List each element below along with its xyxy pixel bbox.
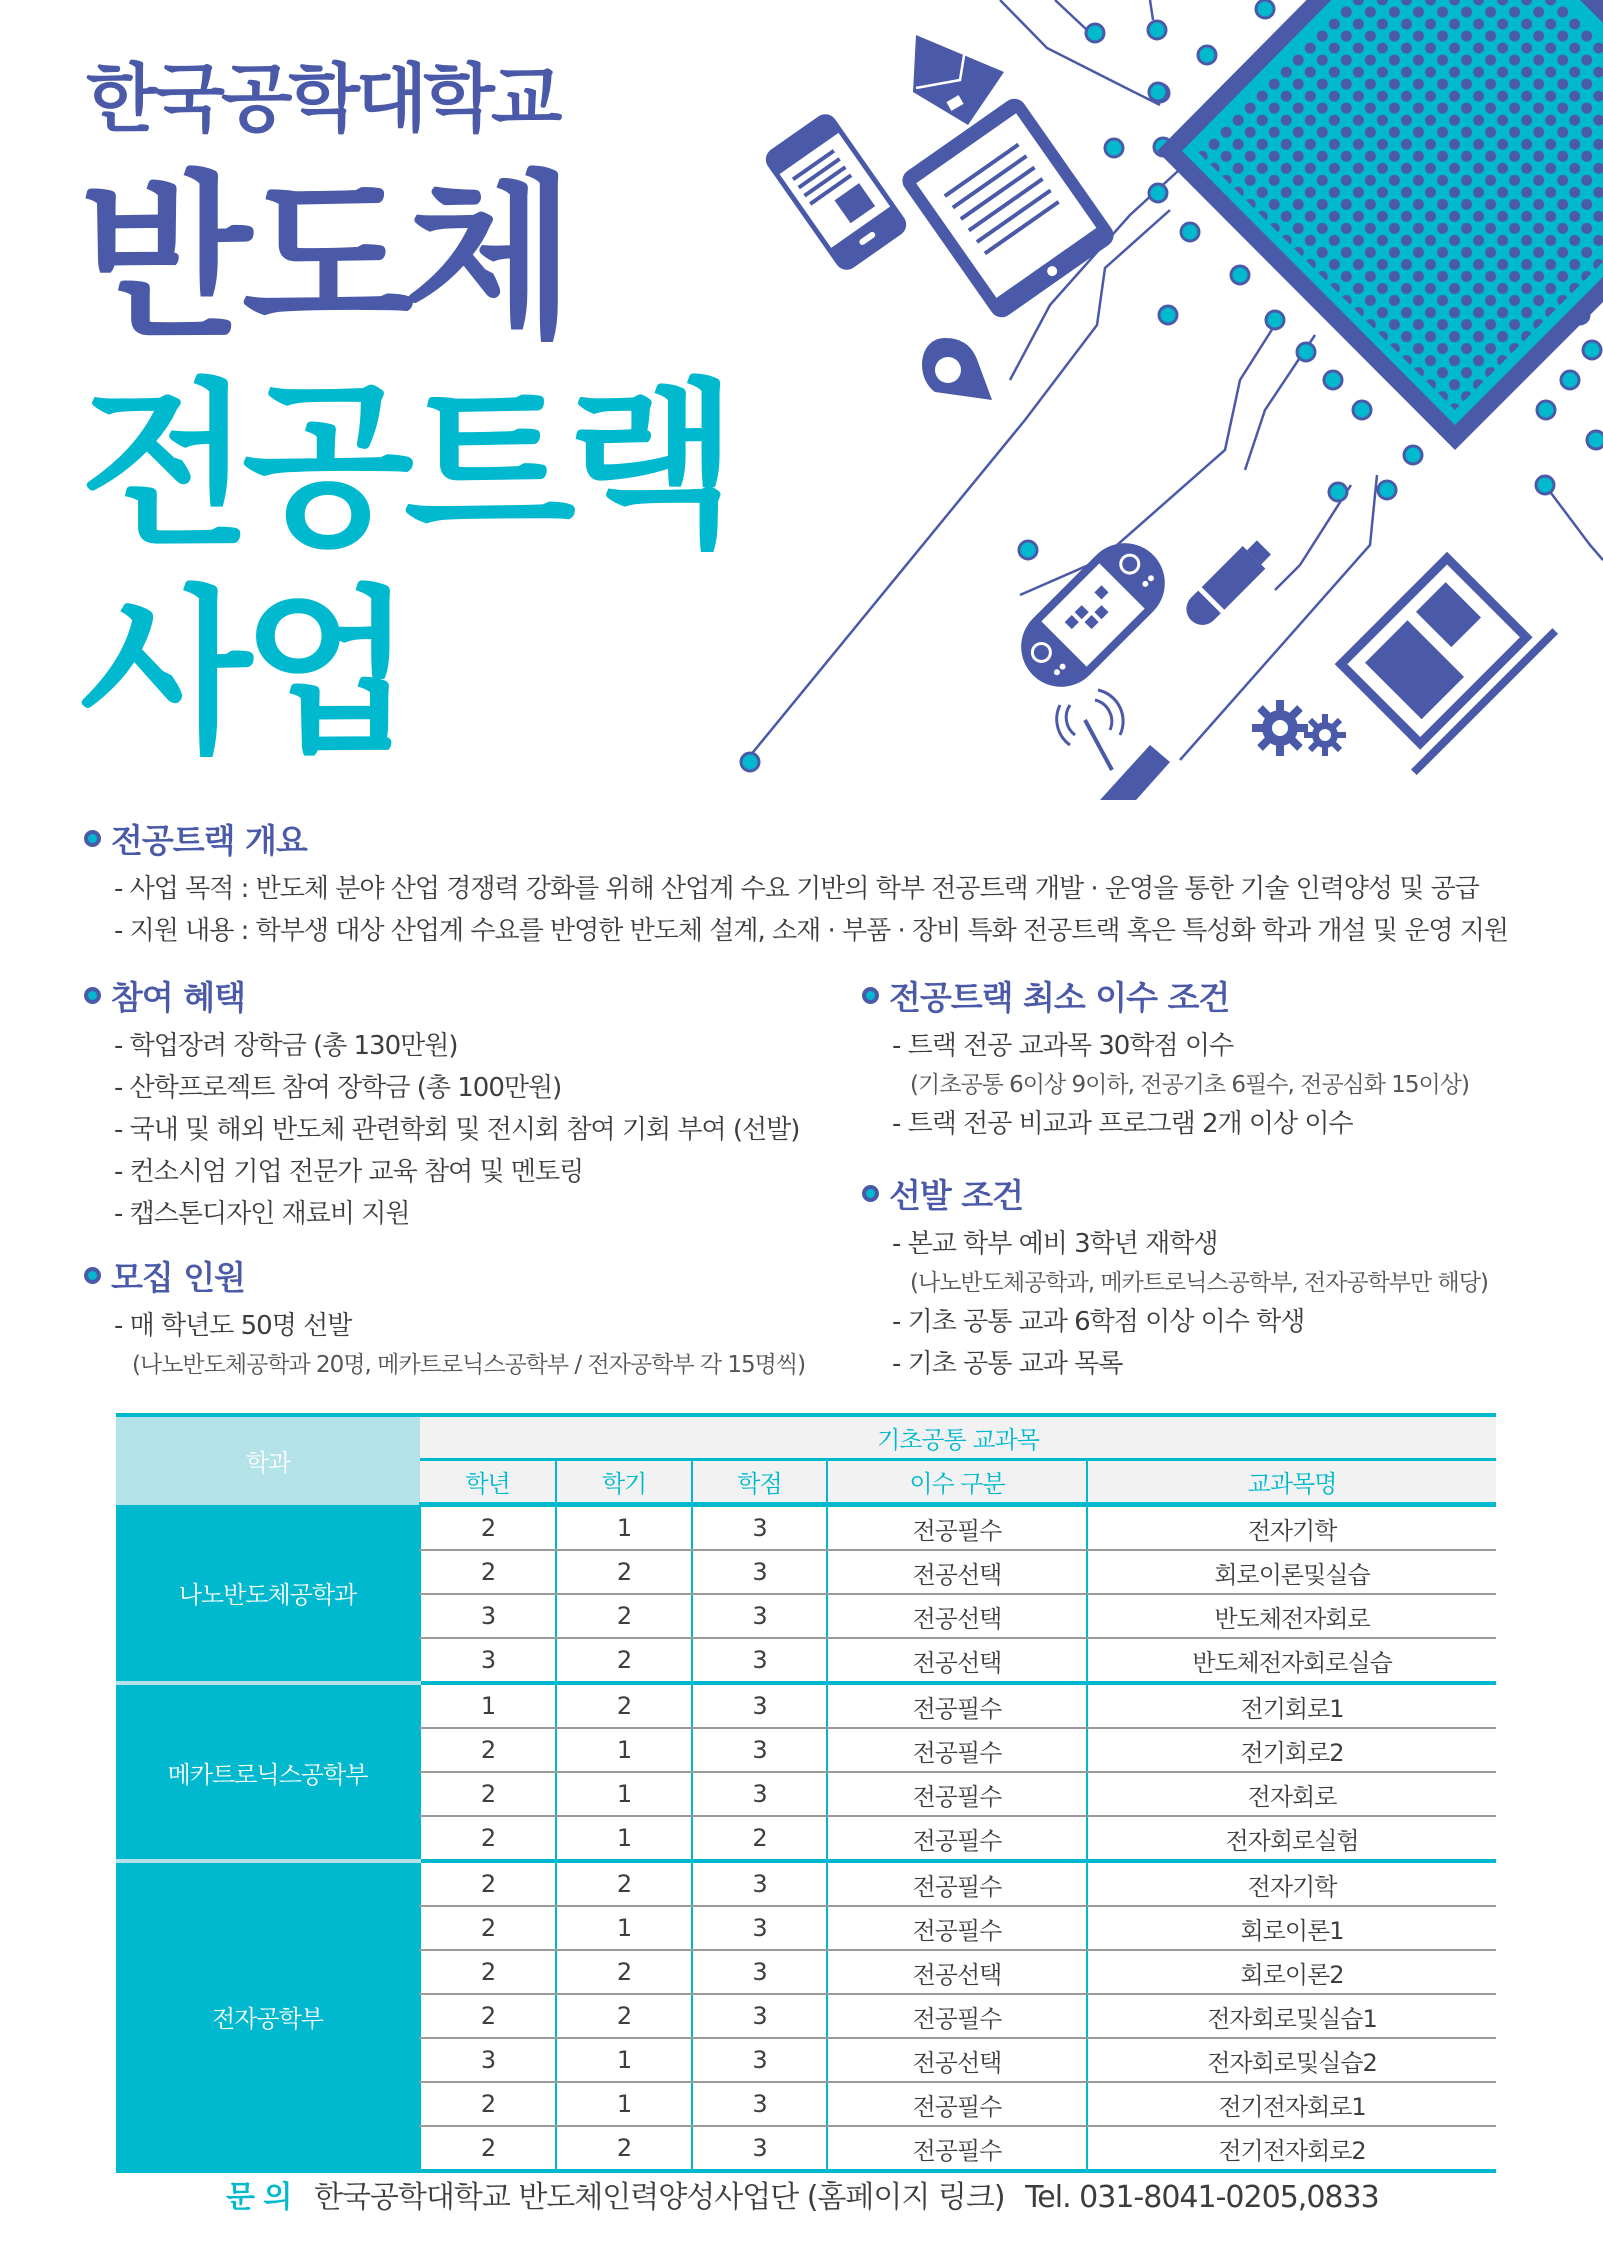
requirement-item: - 트랙 전공 비교과 프로그램 2개 이상 이수 bbox=[892, 1109, 1353, 1139]
cell-year: 2 bbox=[420, 1816, 556, 1861]
cell-semester: 2 bbox=[556, 1950, 692, 1994]
laptop-icon bbox=[1323, 540, 1558, 775]
cell-credits: 3 bbox=[692, 2082, 827, 2126]
cell-category: 전공선택 bbox=[827, 2038, 1087, 2082]
benefit-item: - 산학프로젝트 참여 장학금 (총 100만원) bbox=[114, 1073, 562, 1103]
selection-note: (나노반도체공학과, 메카트로닉스공학부, 전자공학부만 해당) bbox=[910, 1270, 1488, 1296]
course-table-body bbox=[116, 1505, 1496, 2172]
cell-course-name: 전자회로및실습2 bbox=[1087, 2038, 1496, 2082]
cell-course-name: 전기회로2 bbox=[1087, 1728, 1496, 1772]
cell-credits: 3 bbox=[692, 1994, 827, 2038]
cell-semester: 2 bbox=[556, 1638, 692, 1683]
column-header-category: 이수 구분 bbox=[827, 1460, 1087, 1505]
section-requirements bbox=[862, 972, 1469, 1145]
course-table bbox=[116, 1413, 1496, 2173]
cell-semester: 2 bbox=[556, 1594, 692, 1638]
cell-semester: 2 bbox=[556, 1861, 692, 1906]
cell-course-name: 전자회로및실습1 bbox=[1087, 1994, 1496, 2038]
cell-category: 전공선택 bbox=[827, 1550, 1087, 1594]
cell-semester: 1 bbox=[556, 1728, 692, 1772]
cell-credits: 3 bbox=[692, 2038, 827, 2082]
cell-year: 2 bbox=[420, 1906, 556, 1950]
table-row bbox=[116, 1861, 1496, 1906]
cell-credits: 3 bbox=[692, 1728, 827, 1772]
cell-credits: 2 bbox=[692, 1816, 827, 1861]
cell-year: 3 bbox=[420, 1594, 556, 1638]
cell-category: 전공필수 bbox=[827, 1772, 1087, 1816]
section-overview bbox=[84, 815, 1508, 952]
bullet-icon bbox=[862, 1185, 879, 1202]
recruitment-item: - 매 학년도 50명 선발 bbox=[114, 1311, 352, 1341]
cell-category: 전공필수 bbox=[827, 2126, 1087, 2171]
cell-credits: 3 bbox=[692, 1505, 827, 1551]
cell-semester: 1 bbox=[556, 1906, 692, 1950]
cell-course-name: 회로이론및실습 bbox=[1087, 1550, 1496, 1594]
cell-year: 3 bbox=[420, 2038, 556, 2082]
table-row bbox=[116, 1683, 1496, 1728]
cell-year: 2 bbox=[420, 1728, 556, 1772]
cell-category: 전공선택 bbox=[827, 1950, 1087, 1994]
cell-semester: 1 bbox=[556, 1505, 692, 1551]
cell-semester: 1 bbox=[556, 2082, 692, 2126]
selection-item: - 기초 공통 교과 목록 bbox=[892, 1349, 1123, 1379]
cell-course-name: 전자기학 bbox=[1087, 1505, 1496, 1551]
cell-course-name: 전자회로 bbox=[1087, 1772, 1496, 1816]
benefit-item: - 국내 및 해외 반도체 관련학회 및 전시회 참여 기회 부여 (선발) bbox=[114, 1115, 800, 1145]
cell-year: 2 bbox=[420, 1994, 556, 2038]
cell-credits: 3 bbox=[692, 1550, 827, 1594]
cell-course-name: 회로이론2 bbox=[1087, 1950, 1496, 1994]
cell-credits: 3 bbox=[692, 1772, 827, 1816]
contact-org: 한국공학대학교 반도체인력양성사업단 bbox=[313, 2180, 799, 2215]
requirement-item: - 트랙 전공 교과목 30학점 이수 bbox=[892, 1031, 1234, 1061]
section-heading: 참여 혜택 bbox=[84, 972, 799, 1019]
cell-credits: 3 bbox=[692, 1906, 827, 1950]
group-header: 기초공통 교과목 bbox=[420, 1415, 1496, 1460]
section-heading: 전공트랙 최소 이수 조건 bbox=[862, 972, 1469, 1019]
title-line-major-track: 전공트랙 bbox=[80, 363, 728, 570]
smartphone-icon bbox=[761, 110, 911, 275]
title-line-semiconductor: 반도체 bbox=[80, 155, 566, 362]
section-heading: 모집 인원 bbox=[84, 1252, 805, 1299]
cell-course-name: 전자기학 bbox=[1087, 1861, 1496, 1906]
contact-label: 문 의 bbox=[226, 2180, 292, 2215]
cell-credits: 3 bbox=[692, 1950, 827, 1994]
bullet-icon bbox=[84, 830, 101, 847]
cell-year: 2 bbox=[420, 2126, 556, 2171]
column-header-credits: 학점 bbox=[692, 1460, 827, 1505]
dept-column-header: 학과 bbox=[116, 1415, 420, 1505]
cell-year: 3 bbox=[420, 1638, 556, 1683]
section-benefits bbox=[84, 972, 799, 1235]
university-name: 한국공학대학교 bbox=[86, 56, 559, 142]
gears-icon bbox=[1252, 700, 1346, 756]
overview-purpose: - 사업 목적 : 반도체 분야 산업 경쟁력 강화를 위해 산업계 수요 기반의 학부 전공트랙 개발 · 운영을 통한 기술 인력양성 및 공급 bbox=[114, 874, 1479, 904]
cell-year: 2 bbox=[420, 1772, 556, 1816]
cell-year: 2 bbox=[420, 1505, 556, 1551]
cell-year: 1 bbox=[420, 1683, 556, 1728]
tablet-icon bbox=[898, 94, 1119, 322]
bullet-icon bbox=[84, 987, 101, 1004]
cell-semester: 2 bbox=[556, 1550, 692, 1594]
cell-year: 2 bbox=[420, 2082, 556, 2126]
contact-line bbox=[226, 2172, 1379, 2216]
cell-category: 전공필수 bbox=[827, 1994, 1087, 2038]
recruitment-note: (나노반도체공학과 20명, 메카트로닉스공학부 / 전자공학부 각 15명씩) bbox=[132, 1352, 806, 1378]
cell-semester: 1 bbox=[556, 1816, 692, 1861]
cell-semester: 1 bbox=[556, 2038, 692, 2082]
cell-year: 2 bbox=[420, 1550, 556, 1594]
chip-icon bbox=[1157, 0, 1603, 450]
cell-credits: 3 bbox=[692, 1638, 827, 1683]
cell-category: 전공필수 bbox=[827, 1505, 1087, 1551]
section-heading: 전공트랙 개요 bbox=[84, 815, 1508, 862]
cell-course-name: 반도체전자회로실습 bbox=[1087, 1638, 1496, 1683]
cell-credits: 3 bbox=[692, 2126, 827, 2171]
cell-course-name: 반도체전자회로 bbox=[1087, 1594, 1496, 1638]
cell-semester: 2 bbox=[556, 1683, 692, 1728]
envelope-icon bbox=[913, 35, 1004, 125]
cell-category: 전공필수 bbox=[827, 2082, 1087, 2126]
cell-course-name: 회로이론1 bbox=[1087, 1906, 1496, 1950]
cell-credits: 3 bbox=[692, 1594, 827, 1638]
dept-cell: 전자공학부 bbox=[116, 1861, 420, 2171]
section-recruitment bbox=[84, 1252, 805, 1383]
cell-category: 전공선택 bbox=[827, 1594, 1087, 1638]
column-header-semester: 학기 bbox=[556, 1460, 692, 1505]
wifi-router-icon bbox=[1057, 690, 1170, 800]
selection-item: - 기초 공통 교과 6학점 이상 이수 학생 bbox=[892, 1307, 1305, 1337]
cell-category: 전공필수 bbox=[827, 1683, 1087, 1728]
cell-credits: 3 bbox=[692, 1683, 827, 1728]
cell-category: 전공필수 bbox=[827, 1816, 1087, 1861]
column-header-year: 학년 bbox=[420, 1460, 556, 1505]
cell-category: 전공필수 bbox=[827, 1728, 1087, 1772]
cell-semester: 2 bbox=[556, 2126, 692, 2171]
cell-year: 2 bbox=[420, 1861, 556, 1906]
column-header-course-name: 교과목명 bbox=[1087, 1460, 1496, 1505]
cell-course-name: 전자회로실험 bbox=[1087, 1816, 1496, 1861]
section-selection bbox=[862, 1170, 1488, 1385]
cell-category: 전공선택 bbox=[827, 1638, 1087, 1683]
cell-course-name: 전기회로1 bbox=[1087, 1683, 1496, 1728]
location-pin-icon bbox=[922, 338, 992, 400]
circuit-illustration bbox=[700, 0, 1603, 800]
benefit-item: - 학업장려 장학금 (총 130만원) bbox=[114, 1031, 458, 1061]
contact-tel: Tel. 031-8041-0205,0833 bbox=[1025, 2180, 1379, 2215]
cell-course-name: 전기전자회로1 bbox=[1087, 2082, 1496, 2126]
bullet-icon bbox=[84, 1267, 101, 1284]
title-line-project: 사업 bbox=[80, 570, 404, 777]
selection-item: - 본교 학부 예비 3학년 재학생 bbox=[892, 1229, 1218, 1259]
requirement-note: (기초공통 6이상 9이하, 전공기초 6필수, 전공심화 15이상) bbox=[910, 1072, 1469, 1098]
dept-cell: 메카트로닉스공학부 bbox=[116, 1683, 420, 1861]
homepage-link[interactable]: (홈페이지 링크) bbox=[806, 2180, 1005, 2215]
bullet-icon bbox=[862, 987, 879, 1004]
cell-year: 2 bbox=[420, 1950, 556, 1994]
benefit-item: - 컨소시엄 기업 전문가 교육 참여 및 멘토링 bbox=[114, 1157, 584, 1187]
cell-course-name: 전기전자회로2 bbox=[1087, 2126, 1496, 2171]
section-heading: 선발 조건 bbox=[862, 1170, 1488, 1217]
cell-category: 전공필수 bbox=[827, 1861, 1087, 1906]
cell-semester: 2 bbox=[556, 1994, 692, 2038]
cell-credits: 3 bbox=[692, 1861, 827, 1906]
benefit-item: - 캡스톤디자인 재료비 지원 bbox=[114, 1199, 410, 1229]
cell-category: 전공필수 bbox=[827, 1906, 1087, 1950]
table-row bbox=[116, 1505, 1496, 1551]
overview-support: - 지원 내용 : 학부생 대상 산업계 수요를 반영한 반도체 설계, 소재 · 부품 · 장비 특화 전공트랙 혹은 특성화 학과 개설 및 운영 지원 bbox=[114, 916, 1508, 946]
cell-semester: 1 bbox=[556, 1772, 692, 1816]
usb-drive-icon bbox=[1180, 536, 1275, 631]
dept-cell: 나노반도체공학과 bbox=[116, 1505, 420, 1684]
